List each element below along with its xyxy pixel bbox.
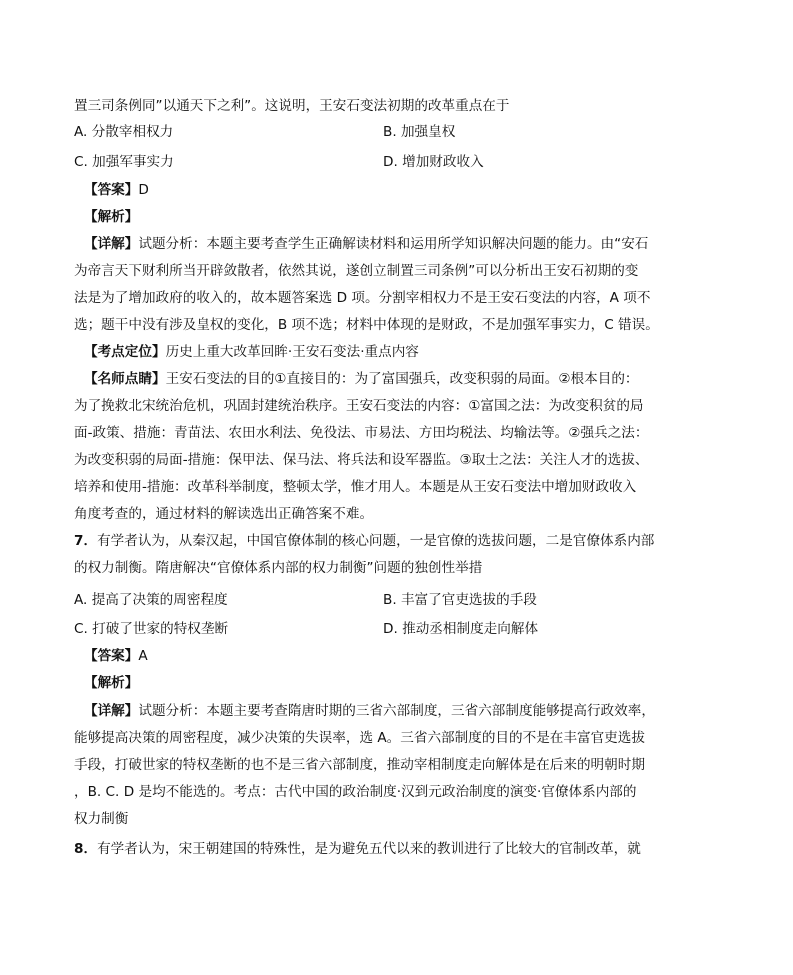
question-text: 有学者认为，宋王朝建国的特殊性，是为避免五代以来的教训进行了比较大的官制改革，就 [97,841,641,857]
q6-option-b: B. 加强皇权 [383,124,456,140]
q6-mingshi-line-4: 为改变积弱的局面-措施：保甲法、保马法、将兵法和设军器监。③取士之法：关注人才的选拔、 [74,452,649,468]
q7-answer [84,645,684,667]
q7-option-b: B. 丰富了官吏选拔的手段 [383,592,537,608]
q7-detail-line-3: 手段，打破世家的特权垄断的也不是三省六部制度，推动宰相制度走向解体是在后来的明朝时期 [74,757,645,773]
question-text: 有学者认为，从秦汉起，中国官僚体制的核心问题，一是官僚的选拔问题，二是官僚体系内部 [97,533,655,549]
q6-detail-line-1 [84,233,684,255]
mingshi-tag: 【名师点睛】 [84,371,166,387]
q7-option-a: A. 提高了决策的周密程度 [74,592,228,608]
q7-detail-line-5: 权力制衡 [74,811,129,827]
detail-tag: 【详解】 [84,703,139,719]
q6-detail-line-3: 法是为了增加政府的收入的，故本题答案选 D 项。分割宰相权力不是王安石变法的内容，A 项不 [74,290,651,306]
question-number: 8． [74,841,98,857]
q7-detail-line-1 [84,700,684,722]
q6-detail-line-2: 为帝言天下财利所当开辟敛散者，依然其说，遂创立制置三司条例”可以分析出王安石初期的变 [74,263,639,279]
question6-stem-end: 置三司条例同”以通天下之利”。这说明，王安石变法初期的改革重点在于 [74,98,510,114]
q7-detail-line-4: ，B. C. D 是均不能选的。考点：古代中国的政治制度·汉到元政治制度的演变·官僚体系内部的 [74,784,637,800]
q7-option-d: D. 推动丞相制度走向解体 [383,621,539,637]
q6-mingshi-line-6: 角度考查的，通过材料的解读选出正确答案不难。 [74,506,374,522]
answer-tag: 【答案】 [84,648,139,664]
detail-text: 试题分析：本题主要考查隋唐时期的三省六部制度，三省六部制度能够提高行政效率， [138,703,655,719]
answer-value: A [138,648,148,664]
analysis-tag: 【解析】 [84,209,139,225]
q6-answer [84,179,684,201]
q6-mingshi-line-1 [84,368,684,390]
detail-text: 试题分析：本题主要考查学生正确解读材料和运用所学知识解决问题的能力。由“安石 [138,236,649,252]
question-number: 7． [74,533,98,549]
answer-tag: 【答案】 [84,182,139,198]
analysis-tag: 【解析】 [84,675,139,691]
q7-option-c: C. 打破了世家的特权垄断 [74,621,229,637]
q6-option-d: D. 增加财政收入 [383,154,484,170]
question8-stem-line-1 [74,838,714,860]
q6-mingshi-line-5: 培养和使用-措施：改革科举制度，整顿太学，惟才用人。本题是从王安石变法中增加财政收入 [74,479,637,495]
q7-detail-line-2: 能够提高决策的周密程度，减少决策的失误率，选 A。三省六部制度的目的不是在丰富官吏选拔 [74,730,645,746]
q6-mingshi-line-2: 为了挽救北宋统治危机，巩固封建统治秩序。王安石变法的内容：①富国之法：为改变积贫的局 [74,398,644,414]
question7-stem-line-1 [74,530,714,552]
kaodian-text: 历史上重大改革回眸·王安石变法·重点内容 [165,344,419,360]
answer-value: D [138,182,149,198]
q7-analysis-tag [84,672,684,694]
q6-analysis-tag [84,206,684,228]
detail-tag: 【详解】 [84,236,139,252]
q6-mingshi-line-3: 面-政策、措施：青苗法、农田水利法、免役法、市易法、方田均税法、均输法等。②强兵之法： [74,425,649,441]
q6-option-c: C. 加强军事实力 [74,154,174,170]
kaodian-tag: 【考点定位】 [84,344,166,360]
mingshi-text: 王安石变法的目的①直接目的：为了富国强兵，改变积弱的局面。②根本目的： [165,371,639,387]
q6-option-a: A. 分散宰相权力 [74,124,174,140]
q6-kaodian [84,341,684,363]
q6-detail-line-4: 选；题干中没有涉及皇权的变化，B 项不选；材料中体现的是财政，不是加强军事实力，C 错误。 [74,317,659,333]
question7-stem-line-2: 的权力制衡。隋唐解决“官僚体系内部的权力制衡”问题的独创性举措 [74,560,483,576]
